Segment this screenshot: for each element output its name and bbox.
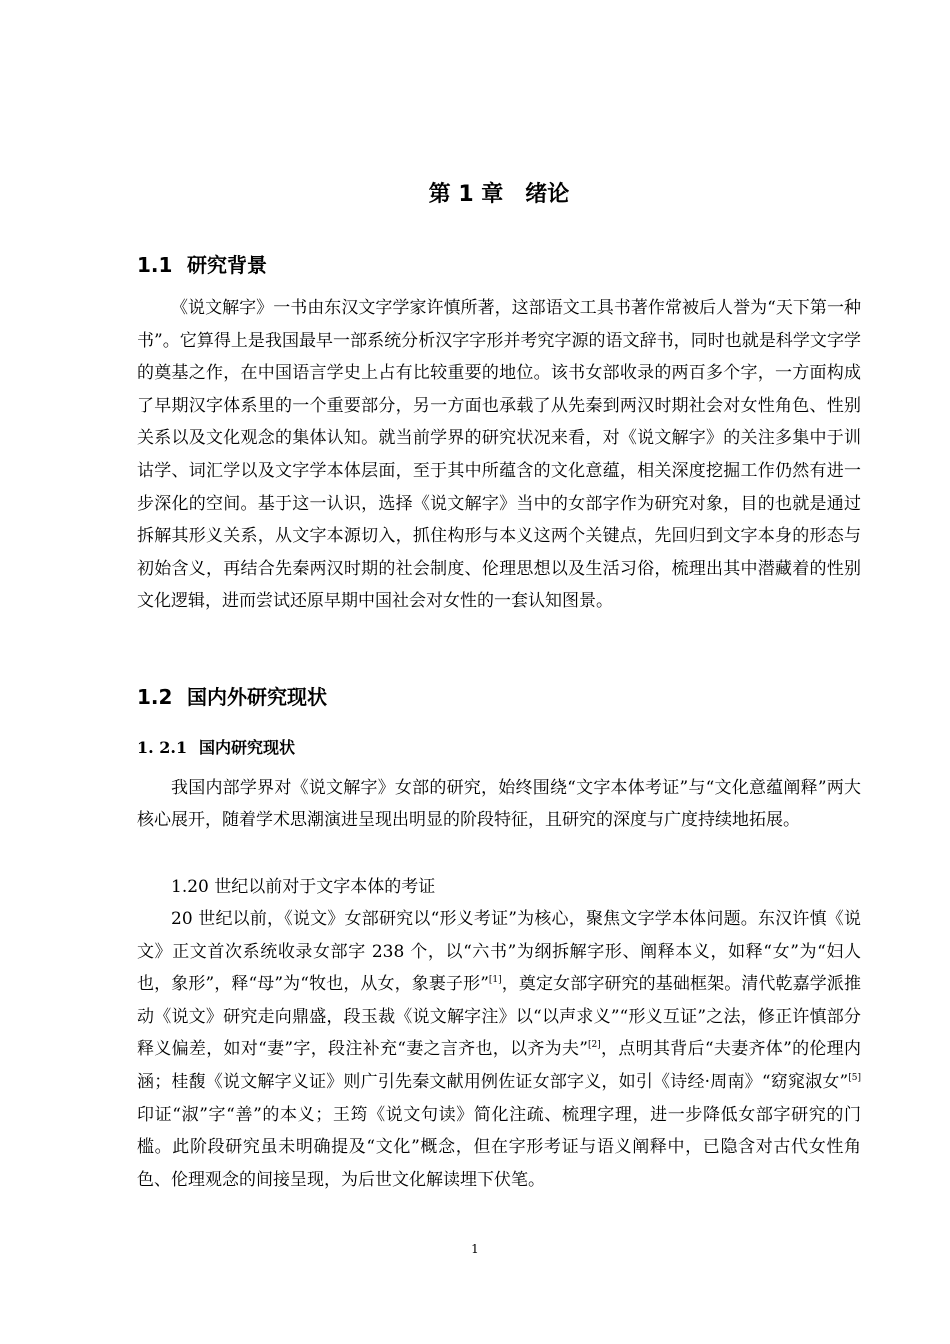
citation-ref: [5] [848, 1072, 861, 1083]
section-number: 1.1 [137, 253, 173, 277]
section-title: 研究背景 [187, 253, 267, 277]
subsection-heading-1-2-1 [137, 734, 295, 762]
paragraph-text: ，奠定女部字研究的基础框架。清代乾嘉学派推动《说文》研究走向鼎盛，段玉裁《说文解字注》以“以声求义”“形义互证”之法，修正许慎部分释义偏差，如对“妻”字，段注补充“妻之言齐也，以齐为夫” [137, 974, 861, 1060]
section-title: 国内外研究现状 [187, 685, 327, 709]
page-number: 1 [471, 1242, 479, 1256]
paragraph-text: ，点明其背后“夫妻齐体”的伦理内涵；桂馥《说文解字义证》则广引先秦文献用例佐证女部字义，如引《诗经·周南》“窈窕淑女” [137, 1039, 861, 1092]
pre-20th-century-paragraph [137, 903, 861, 1196]
section-heading-1-2 [137, 682, 327, 712]
subsection-number: 1. 2.1 [137, 738, 188, 757]
domestic-intro-paragraph: 我国内部学界对《说文解字》女部的研究，始终围绕“文字本体考证”与“文化意蕴阐释”两大核心展开，随着学术思潮演进呈现出明显的阶段特征，且研究的深度与广度持续地拓展。 [137, 778, 861, 830]
citation-ref: [1] [488, 975, 502, 986]
section-number: 1.2 [137, 685, 173, 709]
paragraph-text: 20 世纪以前，《说文》女部研究以“形义考证”为核心，聚焦文字学本体问题。东汉许慎《说文》正文首次系统收录女部字 238 个，以“六书”为纲拆解字形、阐释本义，如释“女”为“妇人也，象形”，释“母”为“牧也，从女，象裹子形” [137, 909, 861, 995]
citation-ref: [2] [587, 1040, 601, 1051]
chapter-title: 第 1 章 绪论 [428, 182, 570, 207]
paragraph-text: 印证“淑”字“善”的本义；王筠《说文句读》简化注疏、梳理字理，进一步降低女部字研究的门槛。此阶段研究虽未明确提及“文化”概念，但在字形考证与语义阐释中，已隐含对古代女性角色、伦理观念的间接呈现，为后世文化解读埋下伏笔。 [137, 1104, 861, 1190]
section-heading-1-1 [137, 250, 267, 280]
subsection-title: 国内研究现状 [199, 738, 296, 757]
period-subheading: 1.20 世纪以前对于文字本体的考证 [171, 877, 436, 897]
background-paragraph: 《说文解字》一书由东汉文字学家许慎所著，这部语文工具书著作常被后人誉为“天下第一种书”。它算得上是我国最早一部系统分析汉字字形并考究字源的语文辞书，同时也就是科学文字学的奠基之作，在中国语言学史上占有比较重要的地位。该书女部收录的两百多个字，一方面构成了早期汉字体系里的一个重要部分，另一方面也承载了从先秦到两汉时期社会对女性角色、性别关系以及文化观念的集体认知。就当前学界的研究状况来看，对《说文解字》的关注多集中于训诂学、词汇学以及文字学本体层面，至于其中所蕴含的文化意蕴，相关深度挖掘工作仍然有进一步深化的空间。基于这一认识，选择《说文解字》当中的女部字作为研究对象，目的也就是通过拆解其形义关系，从文字本源切入，抓住构形与本义这两个关键点，先回归到文字本身的形态与初始含义，再结合先秦两汉时期的社会制度、伦理思想以及生活习俗，梳理出其中潜藏着的性别文化逻辑，进而尝试还原早期中国社会对女性的一套认知图景。 [137, 298, 861, 612]
